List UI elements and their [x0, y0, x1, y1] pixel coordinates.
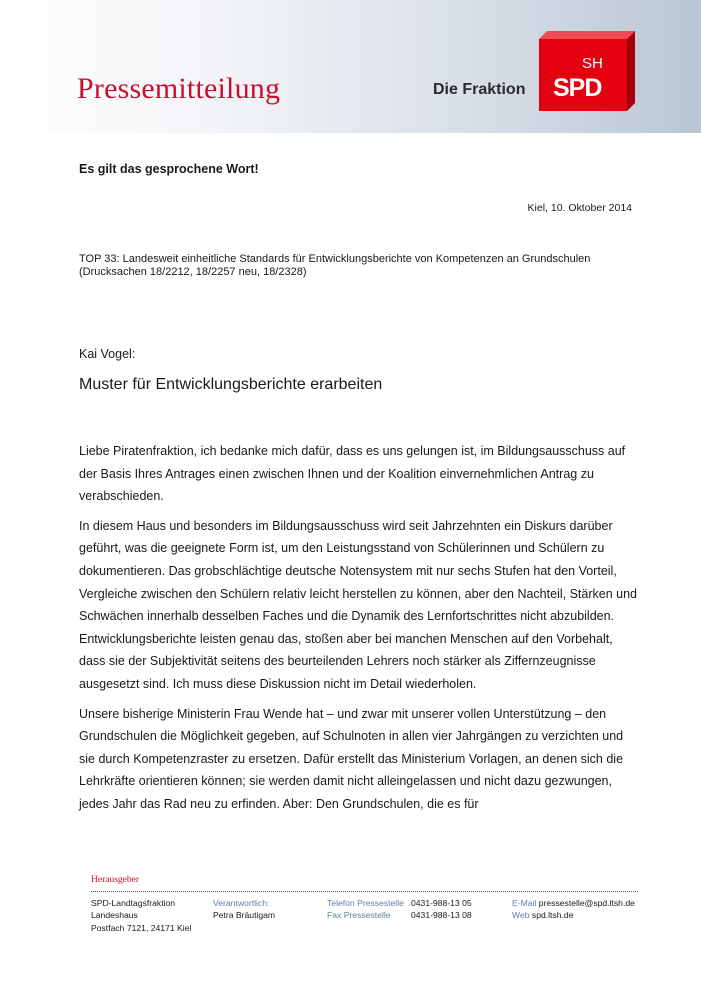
email-link[interactable]: pressestelle@spd.ltsh.de: [538, 898, 635, 908]
speaker-name: Kai Vogel:: [79, 347, 136, 361]
footer-divider: [91, 891, 638, 892]
agenda-item: [79, 253, 639, 279]
press-date: Kiel, 10. Oktober 2014: [527, 202, 632, 214]
logo-spd-text: SPD: [553, 74, 602, 102]
responsible-name: Petra Bräutigam: [213, 910, 276, 921]
speech-headline: Muster für Entwicklungsberichte erarbeiten: [79, 376, 383, 393]
phone-fax-labels: [327, 897, 404, 922]
letterhead-title: Pressemitteilung: [77, 72, 281, 105]
phone-fax-numbers: [411, 897, 472, 922]
speech-body: [79, 440, 639, 823]
agenda-title: TOP 33: Landesweit einheitliche Standards für Entwicklungsberichte von Kompetenzen an Grundschulen: [79, 253, 591, 265]
fax-number: 0431-988-13 08: [411, 910, 472, 921]
contact-online: [512, 897, 635, 922]
agenda-references: (Drucksachen 18/2212, 18/2257 neu, 18/2328): [79, 266, 307, 278]
responsible-label: Verantwortlich:: [213, 898, 270, 908]
fax-label: Fax Pressestelle: [327, 910, 391, 921]
responsible-person: [213, 897, 275, 922]
body-paragraph: Unsere bisherige Ministerin Frau Wende hat – und zwar mit unserer vollen Unterstützung – den Grundschulen die Möglichkeit gegeben, auf Schulnoten in allen vier Jahrgängen zu verzichten und sie durch Kompetenzraster zu ersetzen. Dafür erstellt das Ministerium Vorlagen, an denen sich die Lehrkräfte orientieren können; sie werden damit nicht alleingelassen und nicht dazu gezwungen, jedes Jahr das Rad neu zu erfinden. Aber: Den Grundschulen, die es für: [79, 706, 624, 811]
email-label: E-Mail: [512, 898, 537, 908]
letterhead: [0, 0, 701, 133]
publisher-address: [91, 897, 191, 934]
web-label: Web: [512, 910, 530, 921]
publisher-heading: Herausgeber: [91, 875, 140, 885]
address-line: Landeshaus: [91, 910, 138, 921]
web-link[interactable]: spd.ltsh.de: [531, 910, 574, 921]
address-line: Postfach 7121, 24171 Kiel: [91, 922, 192, 933]
body-paragraph: Liebe Piratenfraktion, ich bedanke mich dafür, dass es uns gelungen ist, im Bildungsausschuss auf der Basis Ihres Antrages einen zwischen Ihnen und der Koalition einvernehmlichen Antrag zu verabschieden.: [79, 444, 626, 504]
body-paragraph: In diesem Haus und besonders im Bildungsausschuss wird seit Jahrzehnten ein Diskurs darüber geführt, was die geeignete Form ist, um den Leistungsstand von Schülerinnen und Schülern zu dokumentieren. Das grobschlächtige deutsche Notensystem mit nur sechs Stufen hat den Vorteil, Vergleiche zwischen den Schülern relativ leicht herstellen zu können, aber den Nachteil, Stärken und Schwächen innerhalb desselben Faches und die Dynamik des Lernfortschrittes nicht abzubilden. Entwicklungsberichte leisten genau das, stoßen aber bei manchen Menschen auf den Vorbehalt, dass sie der Subjektivität seitens des beurteilenden Lehrers noch stärker als Ziffernzeugnisse ausgesetzt sind. Ich muss diese Diskussion nicht im Detail wiederholen.: [79, 518, 637, 691]
publisher-footer: [91, 875, 638, 933]
address-line: SPD-Landtagsfraktion: [91, 898, 176, 908]
spoken-word-notice: Es gilt das gesprochene Wort!: [79, 162, 259, 176]
fraktion-label: Die Fraktion: [433, 81, 526, 98]
phone-number: 0431-988-13 05: [411, 898, 472, 908]
phone-label: Telefon Pressestelle: [327, 898, 404, 908]
logo-sh-text: SH: [582, 55, 603, 72]
